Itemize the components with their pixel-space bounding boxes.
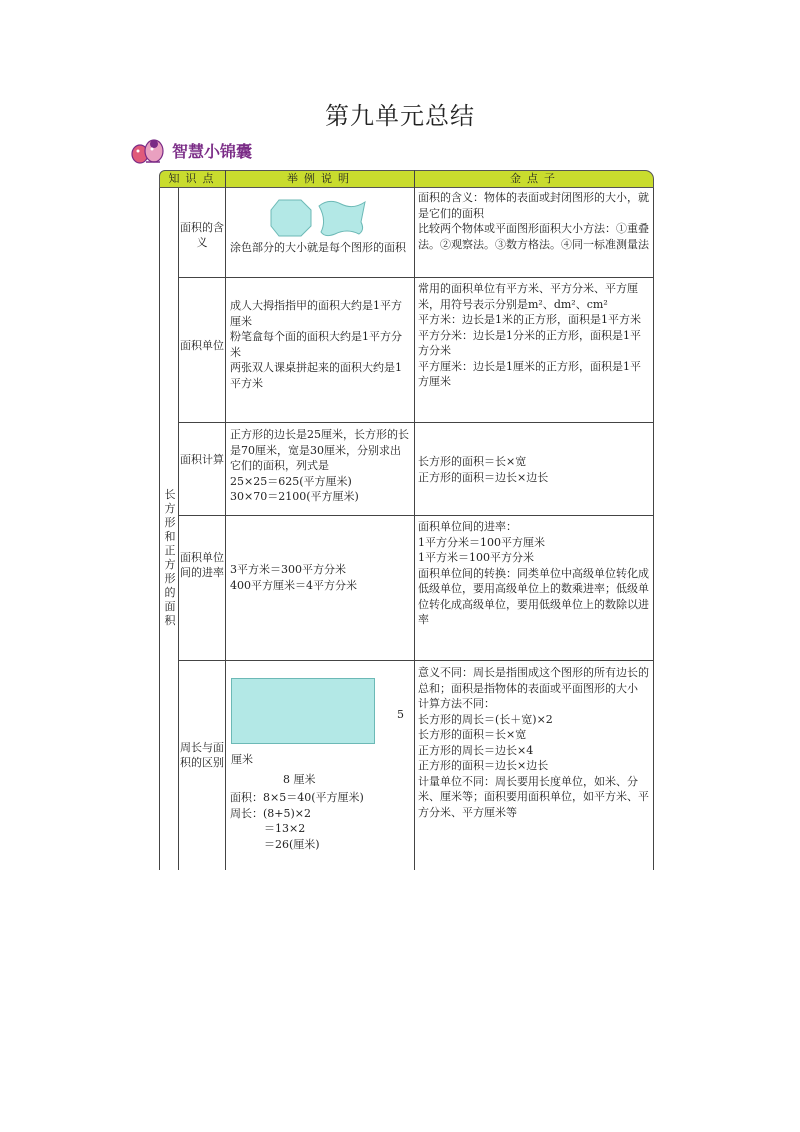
header-example: 举例说明: [287, 172, 355, 185]
divider: [179, 277, 654, 278]
octagon-shape: [269, 198, 379, 238]
example-text: 3平方米＝300平方分米 400平方厘米＝4平方分米: [230, 563, 357, 592]
divider: [414, 170, 415, 870]
example-text: 面积：8×5＝40(平方厘米) 周长：(8+5)×2 ＝13×2 ＝26(厘米): [230, 791, 364, 851]
tip-text: 面积的含义：物体的表面或封闭图形的大小，就是它们的面积 比较两个物体或平面图形面积大小方法：①重叠法。②观察法。③数方格法。④同一标准测量法: [418, 191, 649, 251]
summary-table: [159, 170, 654, 870]
figure-width-label: 8 厘米: [283, 773, 316, 786]
divider: [653, 188, 654, 870]
row-label: 周长与面积的区别: [180, 741, 224, 769]
tip-text: 面积单位间的进率： 1平方分米＝100平方厘米 1平方米＝100平方分米 面积单位间的转换：同类单位中高级单位转化成低级单位，要用高级单位上的数乘进率；低级单位转化成高级单位，要用低级单位上的数除以进率: [418, 520, 649, 626]
divider: [179, 422, 654, 423]
example-text: 涂色部分的大小就是每个图形的面积: [230, 241, 406, 254]
row-label: 面积的含义: [180, 221, 224, 249]
figure-height-label: 5: [397, 708, 404, 721]
side-label: 长方形和正方形的面积: [164, 488, 176, 627]
header-knowledge: 知识点: [168, 172, 220, 185]
table-header: [159, 170, 654, 188]
page-title: 第九单元总结: [325, 102, 475, 130]
example-text: 正方形的边长是25厘米，长方形的长是70厘米，宽是30厘米，分别求出它们的面积，列式是 25×25＝625(平方厘米) 30×70＝2100(平方厘米): [230, 428, 409, 503]
divider: [179, 660, 654, 661]
tip-text: 意义不同：周长是指围成这个图形的所有边长的总和；面积是指物体的表面或平面图形的大小 计算方法不同： 长方形的周长＝(长＋宽)×2 长方形的面积＝长×宽 正方形的周长＝边长×4 正方形的面积＝边长×边长 计量单位不同：周长要用长度单位，如米、分米、厘米等；面积要用面积单位，如平方米、平方分米、平方厘米等: [418, 666, 649, 819]
tip-text: 常用的面积单位有平方米、平方分米、平方厘米，用符号表示分别是m²、dm²、cm² 平方米：边长是1米的正方形，面积是1平方米 平方分米：边长是1分米的正方形，面积是1平方分米 平方厘米：边长是1厘米的正方形，面积是1平方厘米: [418, 282, 641, 388]
mascot-icon: [130, 134, 166, 166]
example-text: 成人大拇指指甲的面积大约是1平方厘米 粉笔盒每个面的面积大约是1平方分米 两张双人课桌拼起来的面积大约是1平方米: [230, 299, 402, 390]
header-tips: 金点子: [510, 172, 561, 185]
side-column: [159, 188, 179, 870]
divider: [225, 170, 226, 870]
section-banner: [130, 133, 252, 167]
rectangle-figure: [231, 678, 375, 744]
divider: [179, 515, 654, 516]
banner-title: 智慧小锦囊: [172, 141, 253, 161]
tip-text: 长方形的面积＝长×宽 正方形的面积＝边长×边长: [418, 455, 549, 484]
row-label: 面积单位间的进率: [180, 551, 224, 579]
row-label: 面积计算: [180, 453, 224, 466]
row-label: 面积单位: [180, 339, 224, 352]
figure-height-unit: 厘米: [231, 753, 253, 766]
